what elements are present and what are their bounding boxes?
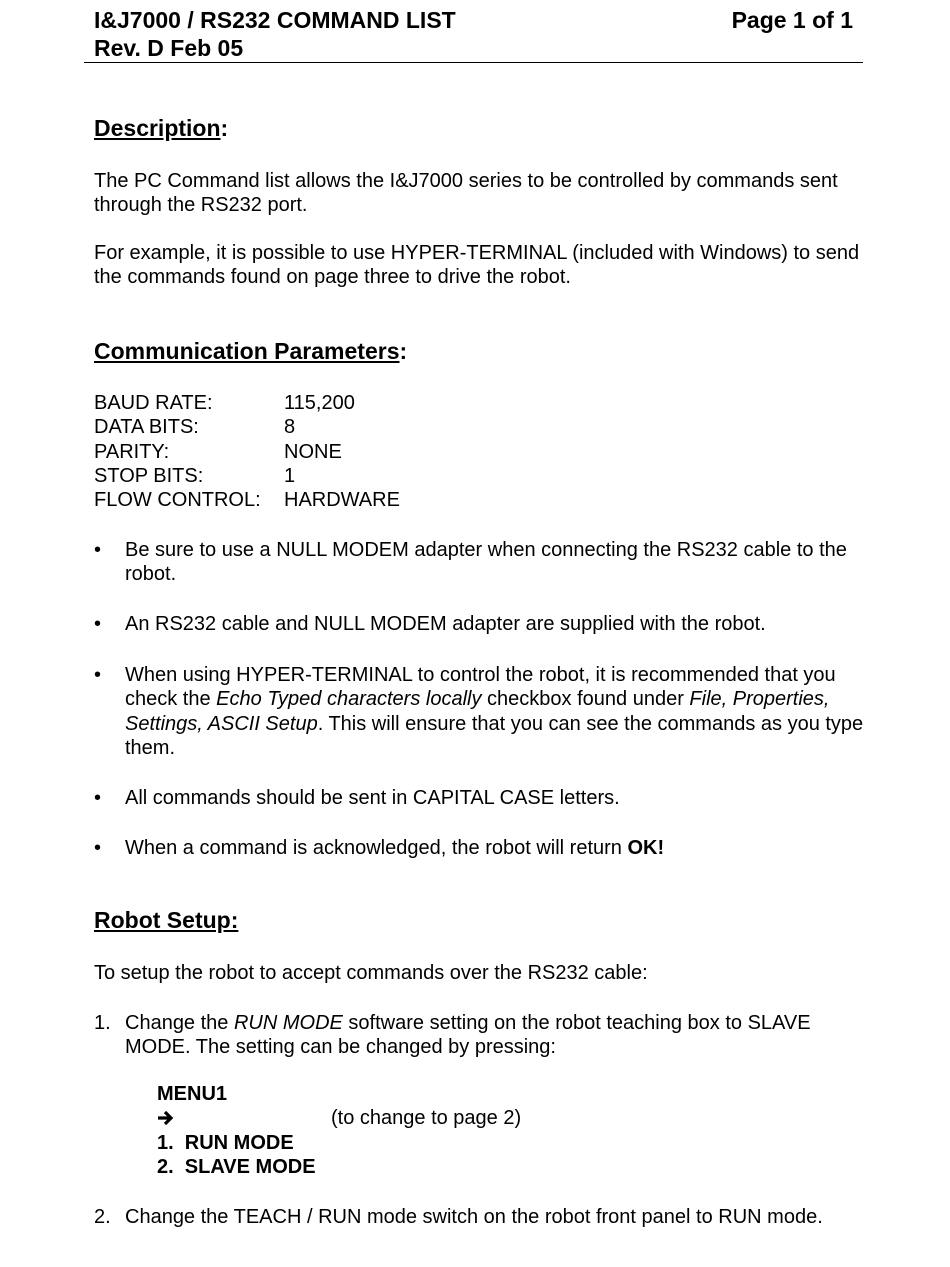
step-text: Change the TEACH / RUN mode switch on the robot front panel to RUN mode.: [125, 1206, 823, 1228]
bullet-text: When using HYPER-TERMINAL to control the robot, it is recommended that you check the Echo Typed characters locally checkbox found under File, Properties, Settings, ASCII Setup. This will ensure that you can see the commands as you type them.: [125, 664, 864, 759]
bullet-text: Be sure to use a NULL MODEM adapter when connecting the RS232 cable to the robot.: [125, 539, 847, 586]
page-header: [84, 6, 863, 63]
description-paragraph-1: The PC Command list allows the I&J7000 series to be controlled by commands sent through the RS232 port.: [94, 170, 838, 217]
menu-line: [157, 1106, 522, 1130]
document-revision: Rev. D Feb 05: [94, 35, 244, 61]
document-title: I&J7000 / RS232 COMMAND LIST: [94, 7, 456, 33]
robot-setup-intro: To setup the robot to accept commands over the RS232 cable:: [94, 962, 648, 984]
menu-line: 1. RUN MODE: [157, 1131, 294, 1154]
description-paragraph-2: For example, it is possible to use HYPER-TERMINAL (included with Windows) to send the commands found on page three to drive the robot.: [94, 242, 860, 289]
arrow-note: (to change to page 2): [331, 1107, 522, 1130]
parameter-label: DATA BITS:: [94, 416, 199, 439]
bullet-icon: •: [94, 613, 102, 635]
menu-line: MENU1: [157, 1083, 228, 1105]
bullet-text: All commands should be sent in CAPITAL CASE letters.: [125, 787, 620, 809]
robot-setup-heading: Robot Setup:: [94, 907, 239, 933]
parameter-value: 8: [284, 416, 296, 439]
parameter-label: BAUD RATE:: [94, 392, 213, 414]
step-number: 2.: [94, 1206, 111, 1228]
header-left: [94, 6, 456, 62]
step-number: 1.: [94, 1012, 111, 1034]
menu-sequence: [157, 1082, 522, 1179]
run-mode-text: RUN MODE: [233, 1012, 343, 1034]
bullet-item: [94, 836, 864, 860]
parameter-value: HARDWARE: [284, 489, 400, 512]
parameter-value: 115,200: [284, 392, 355, 414]
bullet-icon: •: [94, 664, 102, 686]
bullet-text: An RS232 cable and NULL MODEM adapter are supplied with the robot.: [125, 613, 766, 635]
step-text: Change the RUN MODE software setting on the robot teaching box to SLAVE MODE. The setting can be changed by pressing:: [125, 1012, 811, 1059]
bullet-icon: •: [94, 539, 102, 561]
menu-path-text: File, Properties, Settings, ASCII Setup: [125, 688, 830, 735]
right-arrow-icon: [157, 1106, 177, 1130]
parameter-value: 1: [284, 464, 296, 487]
setup-step: [94, 1205, 864, 1229]
description-heading: Description:: [94, 115, 229, 141]
bullet-item: [94, 663, 864, 760]
bullet-item: [94, 612, 864, 636]
ok-response-text: OK!: [627, 837, 665, 859]
parameter-label: PARITY:: [94, 440, 170, 463]
communication-heading: Communication Parameters:: [94, 338, 408, 364]
page-number: Page 1 of 1: [731, 7, 853, 33]
bullet-text: When a command is acknowledged, the robot will return OK!: [125, 837, 665, 859]
echo-option-text: Echo Typed characters locally: [216, 688, 482, 711]
bullet-item: [94, 786, 864, 810]
setup-step: [94, 1011, 864, 1060]
parameter-label: STOP BITS:: [94, 464, 204, 487]
parameter-label: FLOW CONTROL:: [94, 489, 261, 512]
menu-line: 2. SLAVE MODE: [157, 1155, 316, 1178]
bullet-item: [94, 538, 864, 587]
parameter-value: NONE: [284, 440, 342, 463]
bullet-icon: •: [94, 787, 102, 809]
bullet-icon: •: [94, 837, 102, 859]
